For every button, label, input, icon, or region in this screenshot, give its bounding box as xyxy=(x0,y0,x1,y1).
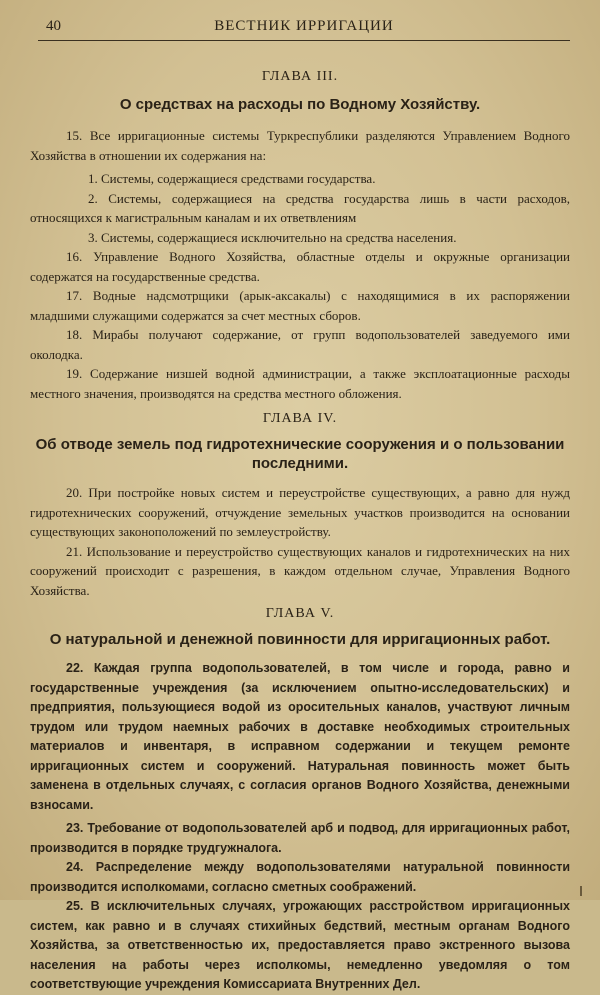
chapter-3-heading: ГЛАВА III. xyxy=(261,69,339,84)
running-header xyxy=(38,14,570,41)
chapter-3-title: О средствах на расходы по Водному Хозяйству. xyxy=(119,96,481,113)
paragraph-21: 21. Использование и переустройство существующих каналов и гидротехнических на них сооружений происходит с разрешения, в каждом отдельном случае, Управления Водного Хозяйства. xyxy=(30,543,570,598)
paragraph-18: 18. Мирабы получают содержание, от групп водопользователей заведуемого ими околодка. xyxy=(30,327,570,362)
paragraph-15-item-2: 2. Системы, содержащиеся на средства государства лишь в части расходов, относящихся к магистральным каналам и их ответвлениям xyxy=(30,190,570,225)
paragraph-25: 25. В исключительных случаях, угрожающих расстройством ирригационных систем, как равно и в случаях стихийных бедствий, местным органам Водного Хозяйства, за ответственностью их, предоставляется право экстренного вызова населения на работы через исполкомы, немедленно уведомляя о том соответствующие учреждения Комиссариата Внутренних Дел. xyxy=(30,899,570,991)
paragraph-19: 19. Содержание низшей водной администрации, а также эксплоатационные расходы местного значения, производятся на средства местного обложения. xyxy=(30,366,570,401)
paragraph-17: 17. Водные надсмотрщики (арык-аксакалы) с находящимися в их распоряжении младшими служащими содержатся за счет местных сборов. xyxy=(30,288,570,323)
chapter-5-title: О натуральной и денежной повинности для ирригационных работ. xyxy=(49,631,551,648)
chapter-4-title: Об отводе земель под гидротехнические сооружения и о пользовании последними. xyxy=(35,436,565,472)
paragraph-22: 22. Каждая группа водопользователей, в том числе и города, равно и государственные учреждения (за исключением опытно-исследовательских) и предприятия, пользующиеся водой из оросительных каналов, участвуют личным трудом или трудом наемных рабочих в доставке необходимых строительных материалов и инвентаря, в исправном содержании и текущем ремонте ирригационных систем и сооружений. Натуральная повинность может быть заменена в отдельных случаях, с согласия органов Водного Хозяйства, денежными взносами. xyxy=(30,661,570,812)
page-number: 40 xyxy=(46,18,61,34)
paragraph-15-item-3: 3. Системы, содержащиеся исключительно на средства населения. xyxy=(88,229,457,245)
paragraph-23: 23. Требование от водопользователей арб и подвод, для ирригационных работ, производится в порядке трудгужналога. xyxy=(30,821,570,855)
paragraph-15-item-1: 1. Системы, содержащиеся средствами государства. xyxy=(88,171,376,186)
journal-title: ВЕСТНИК ИРРИГАЦИИ xyxy=(214,18,394,34)
paragraph-20: 20. При постройке новых систем и переустройстве существующих, а равно для нужд гидротехнических сооружений, отчуждение земельных участков производится на основании существующих законоположений по землеустройству. xyxy=(30,485,570,539)
paragraph-16: 16. Управление Водного Хозяйства, областные отделы и окружные организации содержатся на государственные средства. xyxy=(30,249,570,284)
chapter-4-heading: ГЛАВА IV. xyxy=(262,411,338,426)
paragraph-24: 24. Распределение между водопользователями натуральной повинности производится исполкомами, согласно сметных соображений. xyxy=(30,860,570,894)
paragraph-15: 15. Все ирригационные системы Туркреспублики разделяются Управлением Водного Хозяйства в отношении их содержания на: xyxy=(30,128,570,163)
margin-mark xyxy=(580,886,582,896)
chapter-5-heading: ГЛАВА V. xyxy=(265,606,335,621)
